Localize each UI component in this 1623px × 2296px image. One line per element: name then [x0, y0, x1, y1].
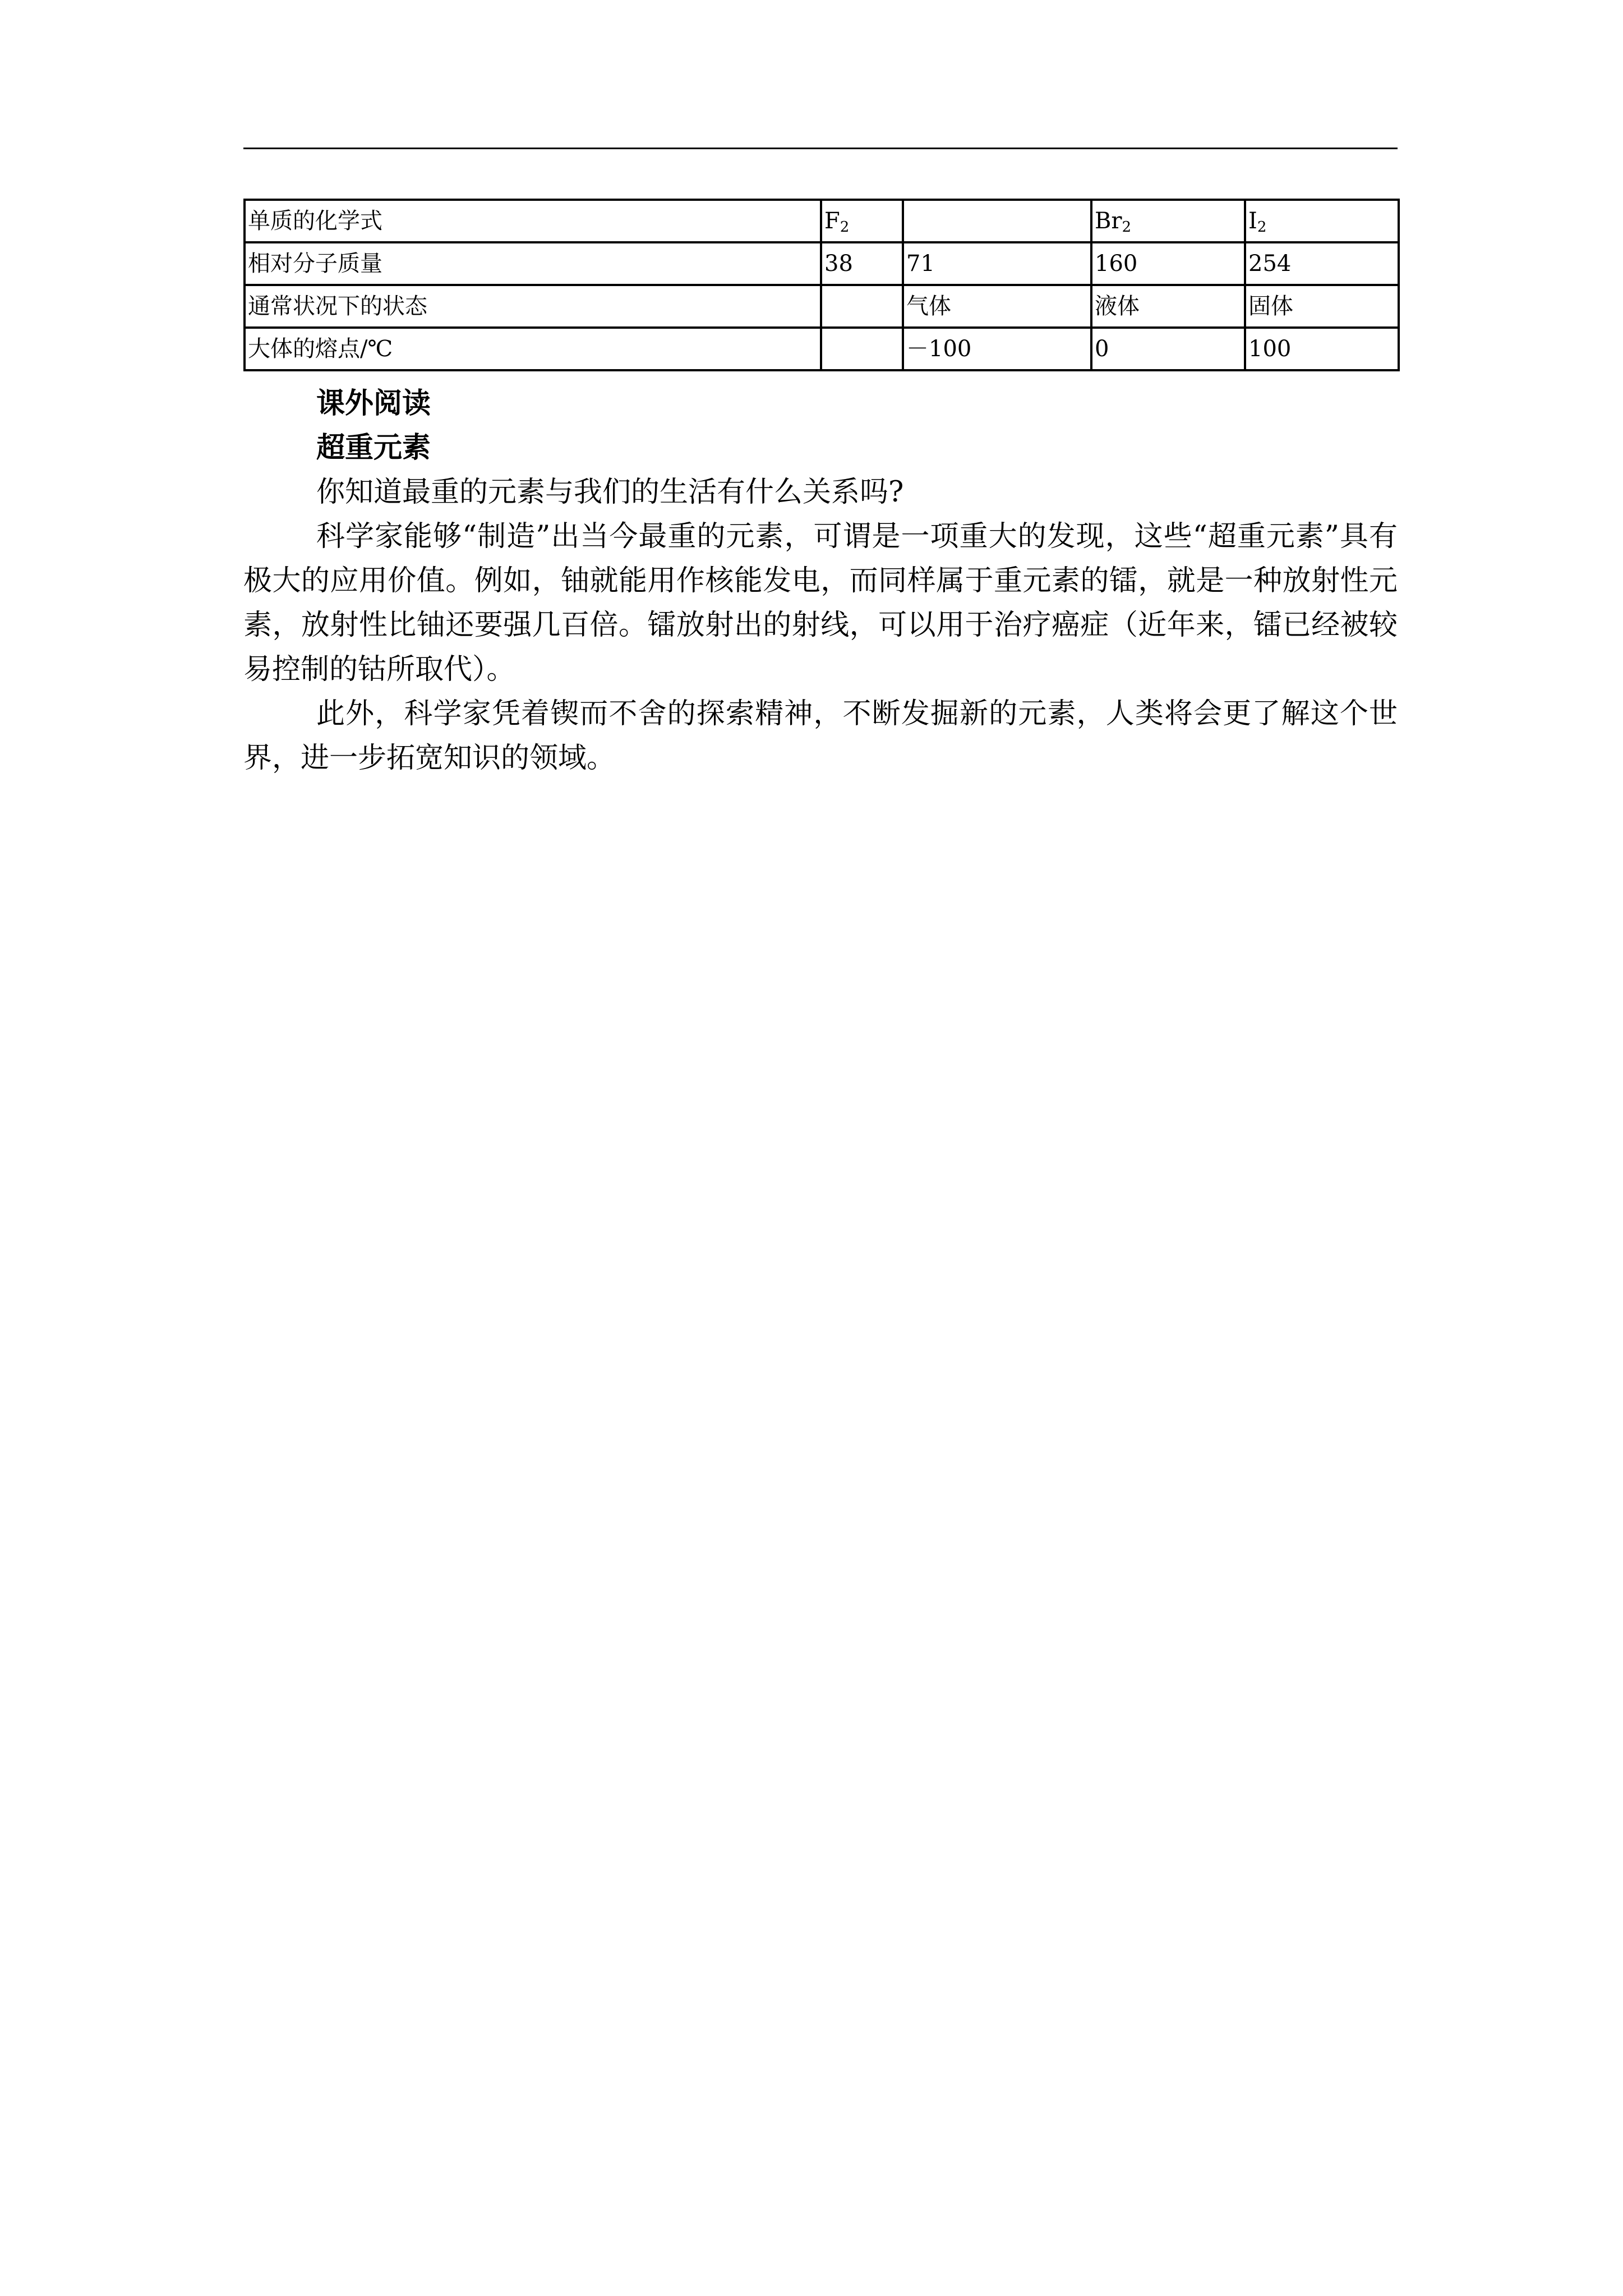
table-row — [245, 200, 1399, 242]
table-row — [245, 285, 1399, 328]
table-cell: 气体 — [903, 285, 1091, 328]
halogen-properties-table — [243, 199, 1400, 371]
row-label: 通常状况下的状态 — [245, 285, 821, 328]
paragraph: 此外，科学家凭着锲而不舍的探索精神，不断发掘新的元素，人类将会更了解这个世界，进一步拓宽知识的领域。 — [243, 697, 1398, 775]
paragraph: 科学家能够“制造”出当今最重的元素，可谓是一项重大的发现，这些“超重元素”具有极大的应用价值。例如，铀就能用作核能发电，而同样属于重元素的镭，就是一种放射性元素，放射性比铀还要强几百倍。镭放射出的射线，可以用于治疗癌症（近年来，镭已经被较易控制的钴所取代）。 — [243, 520, 1398, 686]
row-label: 大体的熔点/℃ — [245, 328, 821, 370]
table-cell: 71 — [903, 242, 1091, 285]
table-cell: 160 — [1091, 242, 1245, 285]
row-label: 相对分子质量 — [245, 242, 821, 285]
table-cell: 0 — [1091, 328, 1245, 370]
table-cell: $Br_2$ — [1091, 200, 1245, 242]
table-row — [245, 242, 1399, 285]
table-cell — [821, 328, 903, 370]
table-row — [245, 328, 1399, 370]
table-cell: 固体 — [1245, 285, 1399, 328]
table-cell: $I_2$ — [1245, 200, 1399, 242]
table-cell — [903, 200, 1091, 242]
article-title: 超重元素 — [316, 431, 431, 464]
header-rule — [243, 148, 1398, 149]
section-title: 课外阅读 — [316, 386, 431, 420]
table-cell: 液体 — [1091, 285, 1245, 328]
row-label: 单质的化学式 — [245, 200, 821, 242]
paragraph: 你知道最重的元素与我们的生活有什么关系吗? — [316, 476, 904, 509]
table-cell — [821, 285, 903, 328]
table-cell: 254 — [1245, 242, 1399, 285]
table-cell: －100 — [903, 328, 1091, 370]
table-cell: 38 — [821, 242, 903, 285]
table-cell: 100 — [1245, 328, 1399, 370]
table-cell: $F_2$ — [821, 200, 903, 242]
extracurricular-reading — [243, 381, 1398, 780]
